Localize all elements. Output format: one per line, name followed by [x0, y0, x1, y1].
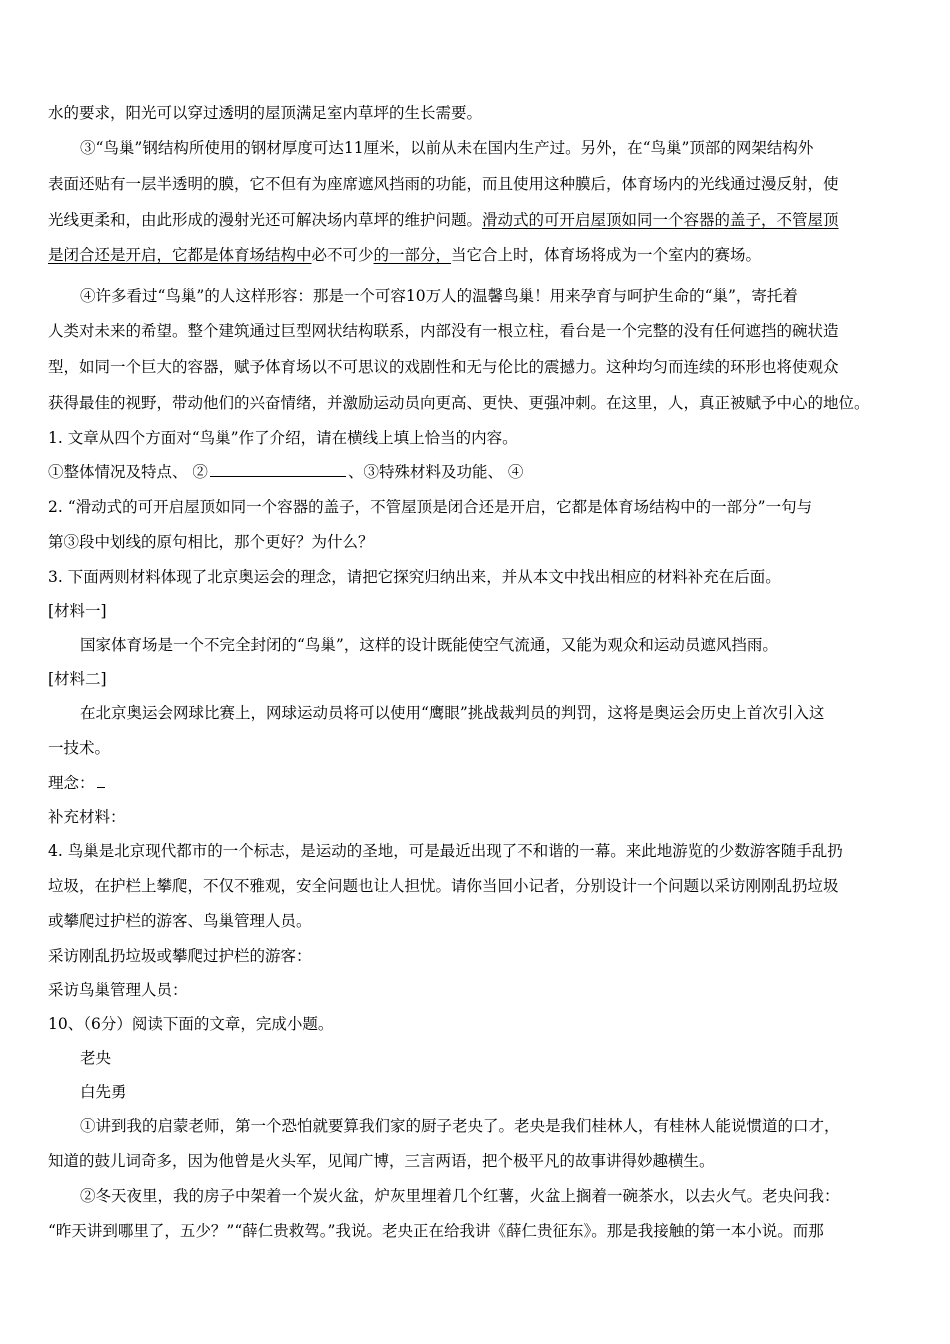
- material-1-label: [材料一]: [48, 602, 107, 620]
- question-3: 3. 下面两则材料体现了北京奥运会的理念，请把它探究归纳出来，并从本文中找出相应的材料补充在后面。: [48, 568, 781, 586]
- article-paragraph-2: ②冬天夜里，我的房子中架着一个炭火盆，炉灰里埋着几个红薯，火盆上搁着一碗茶水，以去火气。老央问我：: [80, 1187, 840, 1205]
- article-title: 老央: [80, 1049, 112, 1067]
- plain-text: 必不可少: [311, 246, 374, 264]
- answer-blank[interactable]: [97, 773, 105, 788]
- paragraph-3-line: 表面还贴有一层半透明的膜，它不但有为座席遮风挡雨的功能，而且使用这种膜后，体育场内的光线通过漫反射，使: [48, 175, 839, 193]
- article-paragraph-1: ①讲到我的启蒙老师，第一个恐怕就要算我们家的厨子老央了。老央是我们桂林人，有桂林人能说惯道的口才，: [80, 1117, 840, 1135]
- question-1: 1. 文章从四个方面对“鸟巢”作了介绍，请在横线上填上恰当的内容。: [48, 429, 518, 447]
- section-10-heading: 10、（6分）阅读下面的文章，完成小题。: [48, 1015, 334, 1033]
- material-1-text: 国家体育场是一个不完全封闭的“鸟巢”，这样的设计既能使空气流通，又能为观众和运动员遮风挡雨。: [80, 636, 778, 654]
- article-paragraph-1: 知道的鼓儿词奇多，因为他曾是火头军，见闻广博，三言两语，把个极平凡的故事讲得妙趣横生。: [48, 1152, 715, 1170]
- paragraph-4-line: 型，如同一个巨大的容器，赋予体育场以不可思议的戏剧性和无与伦比的震撼力。这种均匀而连续的环形也将使观众: [48, 358, 839, 376]
- plain-text: 光线更柔和，由此形成的漫射光还可解决场内草坪的维护问题。: [48, 211, 483, 229]
- paragraph-3-line: [48, 210, 908, 230]
- supplement-label: 补充材料：: [48, 808, 126, 826]
- paragraph-4-line: ④许多看过“鸟巢”的人这样形容：那是一个可容10万人的温馨鸟巢！用来孕育与呵护生命的“巢”，寄托着: [80, 287, 798, 305]
- concept-label: 理念：: [48, 774, 95, 792]
- underlined-sentence: 的一部分，: [373, 246, 452, 264]
- interview-manager-label: 采访鸟巢管理人员：: [48, 981, 188, 999]
- option-text: ①整体情况及特点、 ②: [48, 463, 208, 481]
- option-text: 、③特殊材料及功能、 ④: [347, 463, 524, 481]
- question-4-line: 垃圾，在护栏上攀爬，不仅不雅观，安全问题也让人担忧。请你当回小记者，分别设计一个问题以采访刚刚乱扔垃圾: [48, 877, 839, 895]
- article-paragraph-2: “昨天讲到哪里了，五少？”“薛仁贵救驾。”我说。老央正在给我讲《薛仁贵征东》。那是我接触的第一本小说。而那: [48, 1222, 824, 1240]
- plain-text: 当它合上时，体育场将成为一个室内的赛场。: [451, 246, 762, 264]
- interview-visitor-label: 采访刚乱扔垃圾或攀爬过护栏的游客：: [48, 947, 312, 965]
- question-2-line: 第③段中划线的原句相比，那个更好？为什么？: [48, 533, 374, 551]
- question-4-line: 或攀爬过护栏的游客、鸟巢管理人员。: [48, 912, 312, 930]
- paragraph-4-line: 人类对未来的希望。整个建筑通过巨型网状结构联系，内部没有一根立柱，看台是一个完整的没有任何遮挡的碗状造: [48, 322, 839, 340]
- question-2-line: 2. “滑动式的可开启屋顶如同一个容器的盖子，不管屋顶是闭合还是开启，它都是体育场结构中的一部分”一句与: [48, 498, 813, 516]
- concept-line: [48, 773, 908, 793]
- article-author: 白先勇: [80, 1083, 127, 1101]
- underlined-sentence: 是闭合还是开启，它都是体育场结构中: [48, 246, 312, 264]
- underlined-sentence: 滑动式的可开启屋顶如同一个容器的盖子，不管屋顶: [482, 211, 839, 229]
- answer-blank[interactable]: [210, 462, 346, 477]
- question-1-options: [48, 462, 908, 482]
- paragraph-3-line: ③“鸟巢”钢结构所使用的钢材厚度可达11厘米，以前从未在国内生产过。另外，在“鸟巢”顶部的网架结构外: [80, 139, 814, 157]
- question-4-line: 4. 鸟巢是北京现代都市的一个标志，是运动的圣地，可是最近出现了不和谐的一幕。来此地游览的少数游客随手乱扔: [48, 842, 843, 860]
- paragraph-line: 水的要求，阳光可以穿过透明的屋顶满足室内草坪的生长需要。: [48, 104, 483, 122]
- material-2-text: 一技术。: [48, 739, 111, 757]
- material-2-text: 在北京奥运会网球比赛上，网球运动员将可以使用“鹰眼”挑战裁判员的判罚，这将是奥运会历史上首次引入这: [80, 704, 825, 722]
- paragraph-4-line: 获得最佳的视野，带动他们的兴奋情绪，并激励运动员向更高、更快、更强冲刺。在这里，人，真正被赋予中心的地位。: [48, 394, 870, 412]
- paragraph-3-line: [48, 245, 908, 265]
- material-2-label: [材料二]: [48, 670, 107, 688]
